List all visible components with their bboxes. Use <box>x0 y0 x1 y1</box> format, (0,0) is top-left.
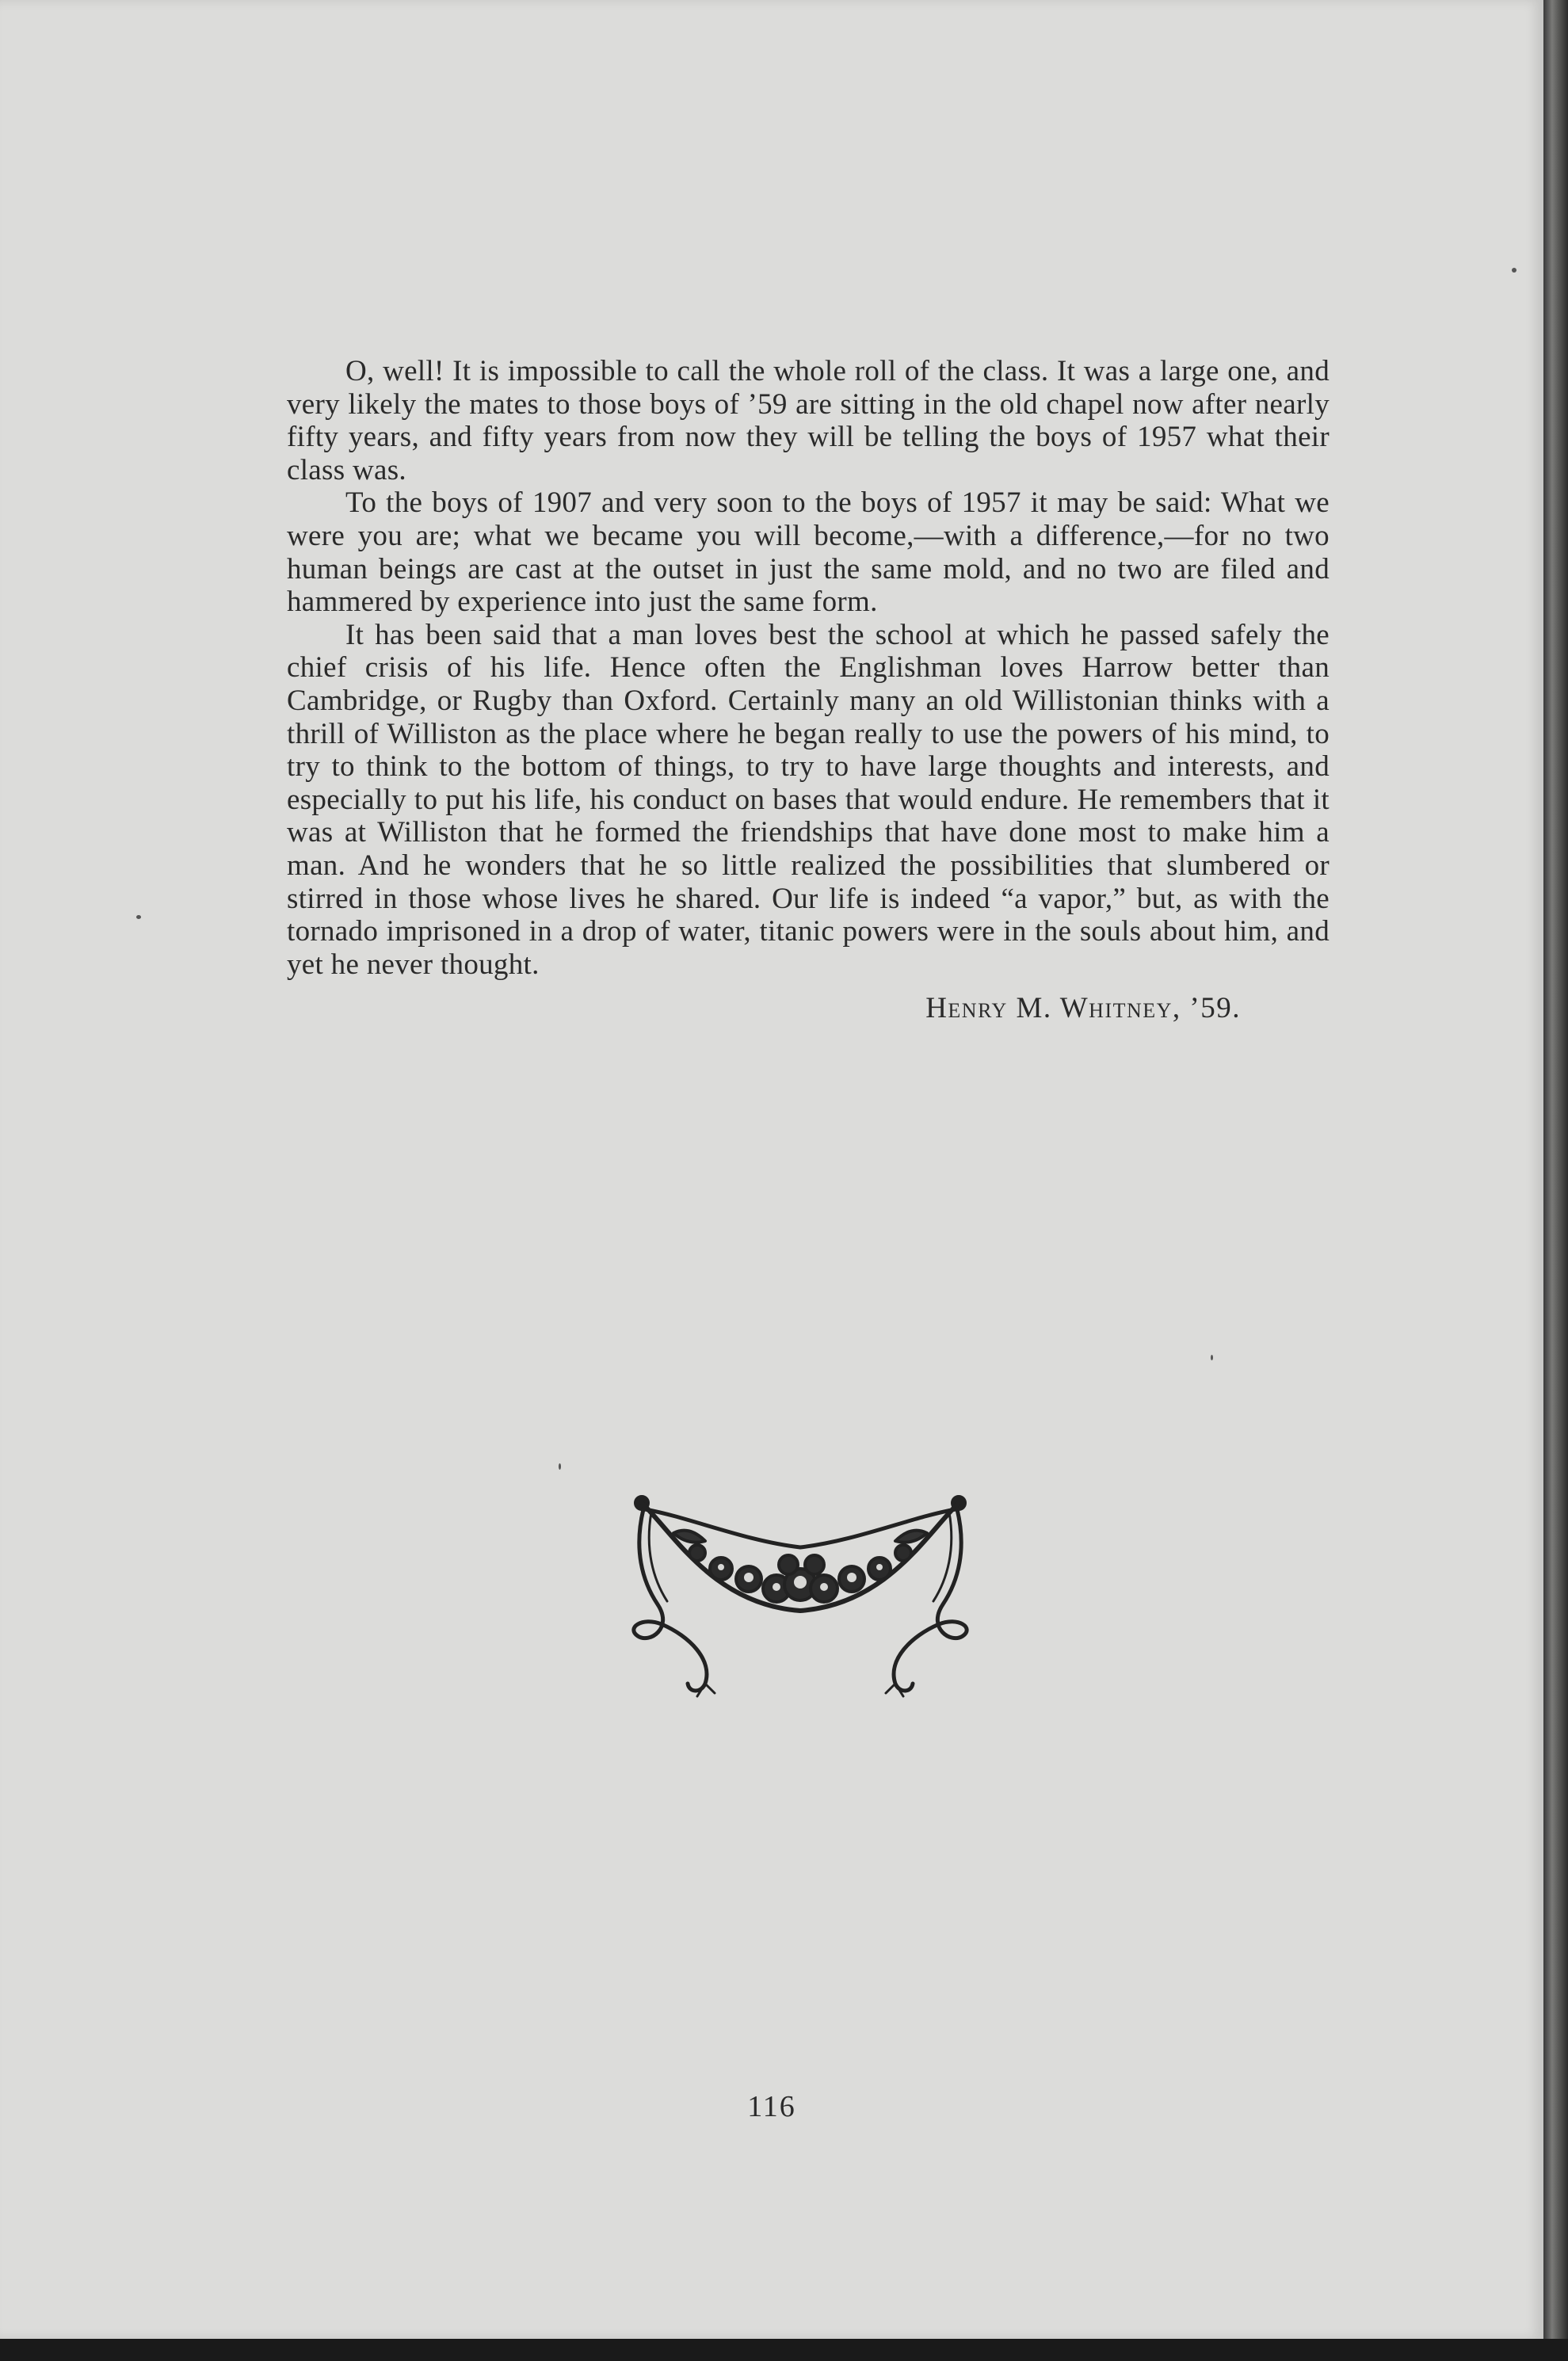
paragraph-2: To the boys of 1907 and very soon to the boys of 1957 it may be said: What we were you are; what we became you will become,—with a difference,—for no two human beings are cast at the outset in just the same mold, and no two are filed and hammered by experience into just the same form. <box>287 486 1330 619</box>
scanner-border <box>0 2339 1568 2361</box>
floral-garland-icon <box>626 1486 975 1699</box>
author-signature: Henry M. Whitney, ’59. <box>925 992 1241 1025</box>
scan-speck <box>136 915 141 919</box>
paragraph-1: O, well! It is impossible to call the whole roll of the class. It was a large one, and very likely the mates to those boys of ’59 are sitting in the old chapel now after nearly fifty years, and fifty years from now they will be telling the boys of 1957 what their class was. <box>287 355 1330 486</box>
scan-speck <box>559 1463 561 1470</box>
page-number: 116 <box>747 2090 796 2123</box>
scan-speck <box>1512 268 1516 273</box>
page-edge <box>1543 0 1568 2361</box>
scan-speck <box>1211 1355 1213 1360</box>
article-text <box>287 355 1330 1025</box>
paragraph-3: It has been said that a man loves best the school at which he passed safely the chief crisis of his life. Hence often the Englishman loves Harrow better than Cambridge, or Rugby than Oxford. Certainly many an old Willistonian thinks with a thrill of Williston as the place where he began really to use the powers of his mind, to try to think to the bottom of things, to try to have large thoughts and interests, and especially to put his life, his conduct on bases that would endure. He remembers that it was at Williston that he formed the friendships that have done most to make him a man. And he wonders that he so little realized the possibilities that slumbered or stirred in those whose lives he shared. Our life is indeed “a vapor,” but, as with the tornado imprisoned in a drop of water, titanic powers were in the souls about him, and yet he never thought. <box>287 618 1330 981</box>
